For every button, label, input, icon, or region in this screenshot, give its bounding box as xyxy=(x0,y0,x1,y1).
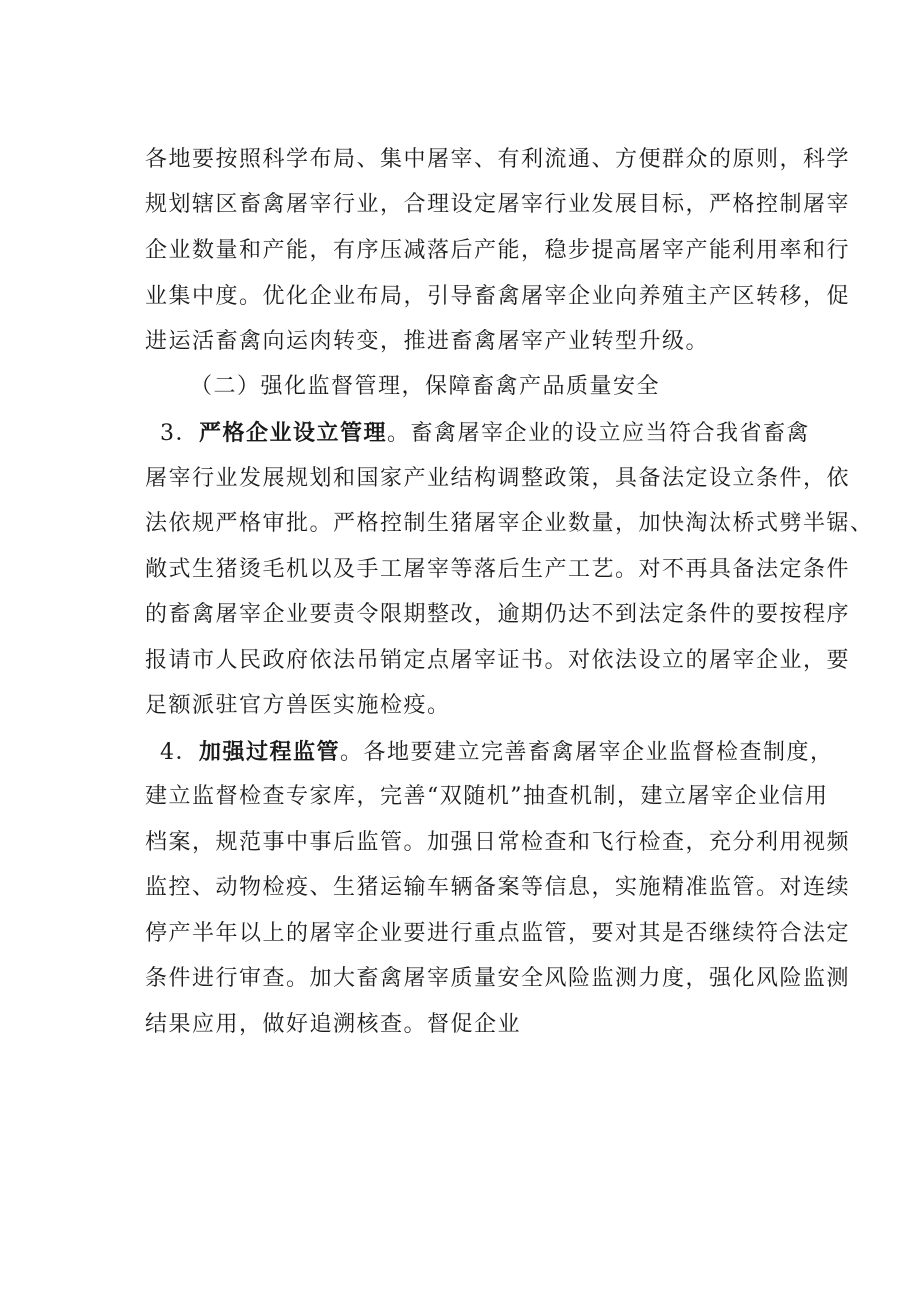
item4-number: 4． xyxy=(160,740,199,765)
item4-line: 监控、动物检疫、生猪运输车辆备案等信息，实施精准监管。对连续 xyxy=(145,875,851,900)
item4-line: 建立监督检查专家库，完善“双随机”抽查机制，建立屠宰企业信用 xyxy=(145,784,829,809)
item3-line: 屠宰行业发展规划和国家产业结构调整政策，具备法定设立条件，依 xyxy=(145,466,851,491)
item3-line: 法依规严格审批。严格控制生猪屠宰企业数量，加快淘汰桥式劈半锯、 xyxy=(145,511,874,536)
item4-line: 条件进行审查。加大畜禽屠宰质量安全风险监测力度，强化风险监测 xyxy=(145,966,851,991)
para1-line: 规划辖区畜禽屠宰行业，合理设定屠宰行业发展目标，严格控制屠宰 xyxy=(145,192,851,217)
item4-first-line-text: 。各地要建立完善畜禽屠宰企业监督检查制度， xyxy=(340,740,834,765)
item3-line: 敞式生猪烫毛机以及手工屠宰等落后生产工艺。对不再具备法定条件 xyxy=(145,557,851,582)
item3-line: 报请市人民政府依法吊销定点屠宰证书。对依法设立的屠宰企业，要 xyxy=(145,648,851,673)
item3-line: 足额派驻官方兽医实施检疫。 xyxy=(145,693,451,718)
para1-line: 企业数量和产能，有序压减落后产能，稳步提高屠宰产能利用率和行 xyxy=(145,238,851,263)
item4-first-line xyxy=(160,737,834,768)
item4-line: 结果应用，做好追溯核查。督促企业 xyxy=(145,1012,522,1037)
section-heading: （二）强化监督管理，保障畜禽产品质量安全 xyxy=(190,374,661,399)
item3-line: 的畜禽屠宰企业要责令限期整改，逾期仍达不到法定条件的要按程序 xyxy=(145,602,851,627)
item4-line: 档案，规范事中事后监管。加强日常检查和飞行检查，充分利用视频 xyxy=(145,830,851,855)
item4-line: 停产半年以上的屠宰企业要进行重点监管，要对其是否继续符合法定 xyxy=(145,921,851,946)
para1-line: 各地要按照科学布局、集中屠宰、有利流通、方便群众的原则，科学 xyxy=(145,147,851,172)
item4-title: 加强过程监管 xyxy=(199,739,341,765)
para1-line: 业集中度。优化企业布局，引导畜禽屠宰企业向养殖主产区转移，促 xyxy=(145,284,851,309)
item3-title: 严格企业设立管理 xyxy=(199,420,388,446)
item3-first-line xyxy=(160,418,810,449)
item3-first-line-text: 。畜禽屠宰企业的设立应当符合我省畜禽 xyxy=(387,421,811,446)
item3-number: 3． xyxy=(160,421,199,446)
para1-line: 进运活畜禽向运肉转变，推进畜禽屠宰产业转型升级。 xyxy=(145,329,710,354)
